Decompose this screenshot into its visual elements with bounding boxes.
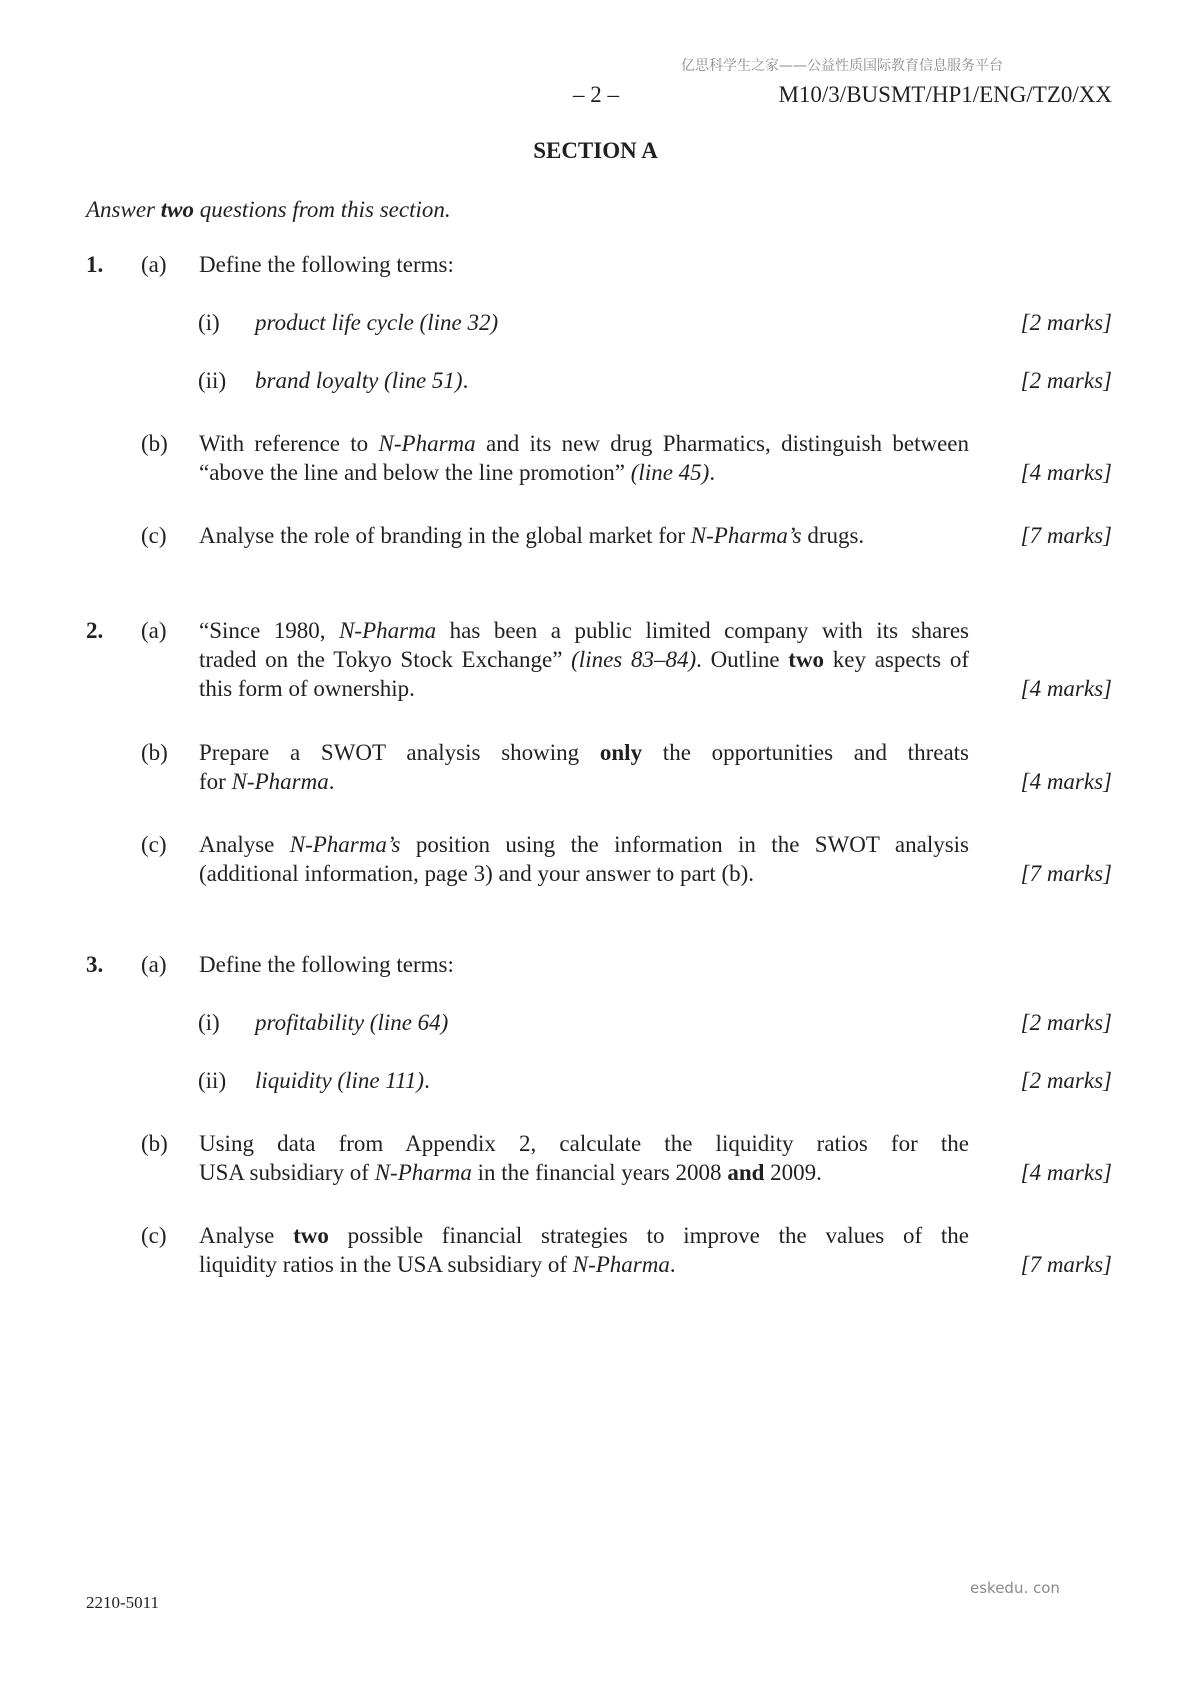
question-text: Using data from Appendix 2, calculate the liquidity ratios for the USA subsidiary of N-Pharma in the financial years 2008 and 2009. (199, 1131, 969, 1185)
question-text: Define the following terms: (199, 252, 454, 277)
marks-label: [4 marks] (1020, 676, 1112, 701)
question-text: Analyse two possible financial strategies to improve the values of the liquidity ratios in the USA subsidiary of N-Pharma. (199, 1223, 969, 1277)
marks-label: [7 marks] (1020, 1252, 1112, 1277)
part-label: (b) (141, 740, 168, 765)
question-text: “Since 1980, N-Pharma has been a public limited company with its shares traded on the Tokyo Stock Exchange” (lines 83–84). Outline two key aspects of this form of ownership. (199, 618, 970, 701)
subpart-label: (ii) (198, 368, 227, 393)
marks-label: [4 marks] (1020, 1160, 1112, 1185)
question-text: Analyse the role of branding in the global market for N-Pharma’s drugs. (199, 523, 865, 548)
marks-label: [4 marks] (1020, 769, 1112, 794)
part-label: (b) (141, 431, 168, 456)
page-number: – 2 – (573, 82, 619, 107)
term-text: profitability (line 64) (255, 1010, 449, 1035)
part-label: (b) (141, 1131, 168, 1156)
marks-label: [7 marks] (1020, 861, 1112, 886)
subpart-label: (ii) (198, 1068, 227, 1093)
question-text: With reference to N-Pharma and its new drug Pharmatics, distinguish between “above the line and below the line promotion” (line 45). (199, 431, 969, 485)
watermark-text: 亿思科学生之家——公益性质国际教育信息服务平台 (681, 58, 1003, 74)
term-text: product life cycle (line 32) (255, 310, 499, 335)
question-number: 3. (86, 952, 104, 977)
part-label: (c) (141, 832, 167, 857)
footer-site: eskedu. con (970, 1579, 1060, 1597)
marks-label: [2 marks] (1020, 1010, 1112, 1035)
term-text: liquidity (line 111). (255, 1068, 430, 1093)
subpart-label: (i) (198, 1010, 220, 1035)
marks-label: [2 marks] (1020, 1068, 1112, 1093)
part-label: (c) (141, 1223, 167, 1248)
section-title: SECTION A (533, 138, 658, 163)
question-number: 2. (86, 618, 104, 643)
part-label: (c) (141, 523, 167, 548)
paper-code: M10/3/BUSMT/HP1/ENG/TZ0/XX (778, 82, 1112, 107)
part-label: (a) (141, 952, 167, 977)
question-number: 1. (86, 252, 104, 277)
marks-label: [7 marks] (1020, 523, 1112, 548)
question-text: Define the following terms: (199, 952, 454, 977)
part-label: (a) (141, 252, 167, 277)
question-text: Prepare a SWOT analysis showing only the opportunities and threats for N-Pharma. (199, 740, 969, 794)
marks-label: [2 marks] (1020, 310, 1112, 335)
footer-code: 2210-5011 (86, 1593, 160, 1612)
marks-label: [4 marks] (1020, 460, 1112, 485)
question-text: Analyse N-Pharma’s position using the information in the SWOT analysis (additional information, page 3) and your answer to part (b). (199, 832, 969, 886)
marks-label: [2 marks] (1020, 368, 1112, 393)
term-text: brand loyalty (line 51). (255, 368, 469, 393)
subpart-label: (i) (198, 310, 220, 335)
section-instruction: Answer two questions from this section. (86, 197, 451, 222)
part-label: (a) (141, 618, 167, 643)
